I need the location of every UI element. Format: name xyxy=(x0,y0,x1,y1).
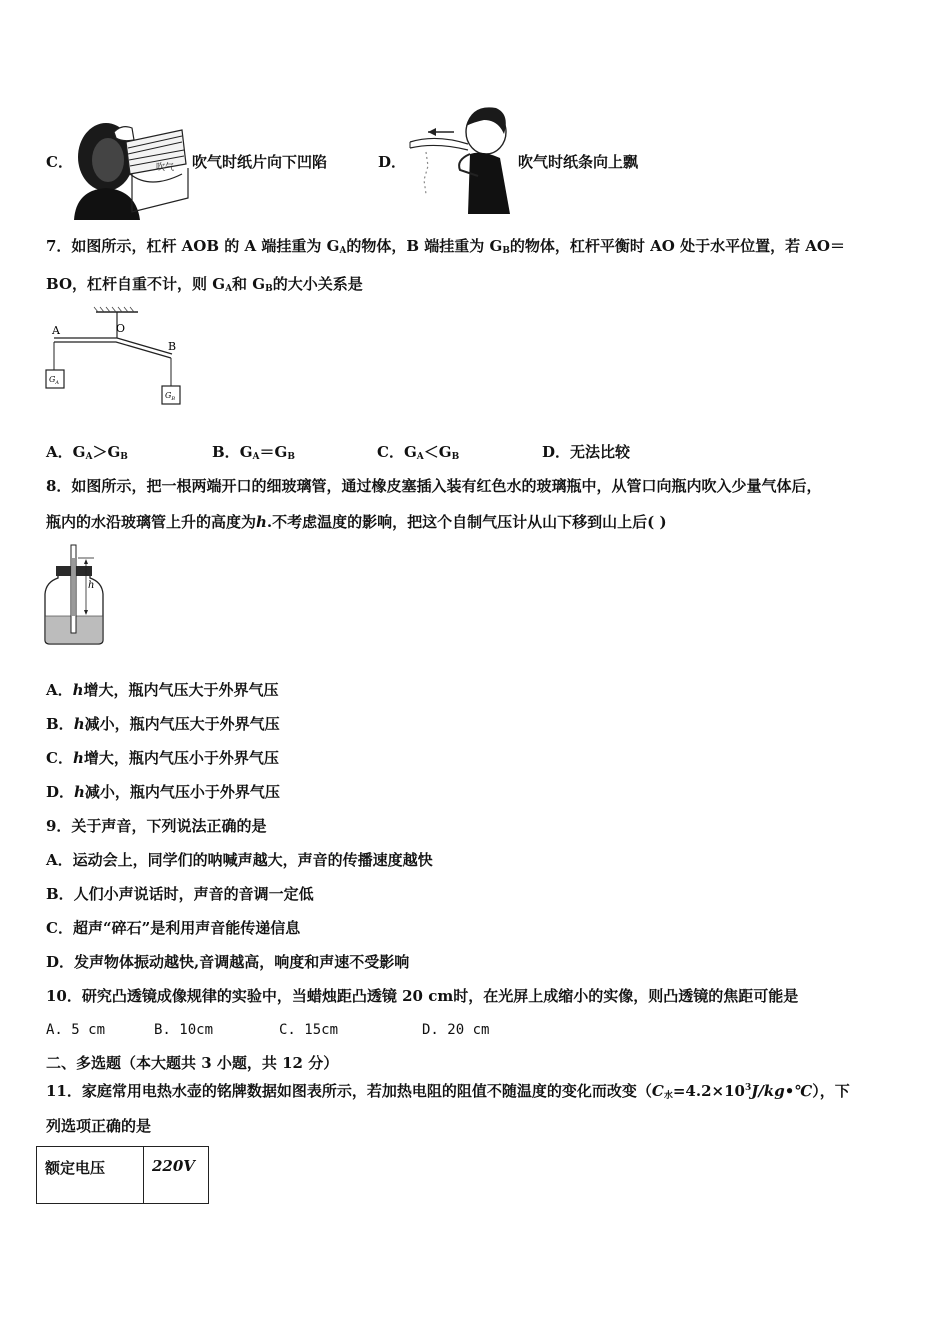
spec-value-cell: 220V xyxy=(144,1147,209,1204)
section-heading: 二、多选题（本大题共 3 小题，共 12 分） xyxy=(46,1054,339,1072)
q9-option-d: D．发声物体振动越快,音调越高，响度和声速不受影响 xyxy=(46,953,410,971)
q7-label-b: B xyxy=(168,340,177,353)
q10-option-d: D. 20 cm xyxy=(422,1022,490,1038)
q6-option-d-figure xyxy=(404,102,518,214)
q8-option-b: B．h减小，瓶内气压大于外界气压 xyxy=(46,715,280,733)
table-row xyxy=(37,1147,209,1204)
q8-stem-line2: 瓶内的水沿玻璃管上升的高度为h.不考虑温度的影响，把这个自制气压计从山下移到山上后( ) xyxy=(46,513,667,531)
q8-option-d: D．h减小，瓶内气压小于外界气压 xyxy=(46,783,280,801)
q8-barometer-figure xyxy=(42,544,104,646)
q7-option-c: C．$G_A<G_B$ xyxy=(377,443,460,462)
q11-stem-line1: 11．家庭常用电热水壶的铭牌数据如图表所示，若加热电阻的阻值不随温度的变化而改变$(C_水=4.2\times 10^3J/kg•℃)$，下 xyxy=(46,1082,850,1101)
q7-stem-line1: 7．如图所示，杠杆 AOB 的 A 端挂重为 $G_A$的物体，B 端挂重为 $G_B$的物体，杠杆平衡时 AO 处于水平位置，若 AO＝ xyxy=(46,237,845,256)
q9-option-b: B．人们小声说话时，声音的音调一定低 xyxy=(46,885,314,903)
q7-label-o: O xyxy=(116,322,126,335)
q6-option-c-figure-label: 吹气 xyxy=(156,163,175,173)
q7-option-b: B．$G_A=G_B$ xyxy=(212,443,295,462)
q10-stem: 10．研究凸透镜成像规律的实验中，当蜡烛距凸透镜 20 cm时，在光屏上成缩小的实像，则凸透镜的焦距可能是 xyxy=(46,987,799,1005)
q6-option-c-letter: C． xyxy=(46,153,73,171)
q7-weight-a: G xyxy=(49,375,56,384)
q7-stem-line2: BO，杠杆自重不计，则 $G_A$和 $G_B$的大小关系是 xyxy=(46,275,363,294)
q9-stem: 9．关于声音，下列说法正确的是 xyxy=(46,817,267,835)
spec-label-cell: 额定电压 xyxy=(37,1147,144,1204)
q10-option-b: B. 10cm xyxy=(154,1022,214,1038)
q9-option-a: A．运动会上，同学们的呐喊声越大，声音的传播速度越快 xyxy=(46,851,433,869)
q11-stem-line2: 列选项正确的是 xyxy=(46,1117,152,1135)
q7-option-a: A．$G_A>G_B$ xyxy=(46,443,128,462)
q8-stem-line1: 8．如图所示，把一根两端开口的细玻璃管，通过橡皮塞插入装有红色水的玻璃瓶中，从管口向瓶内吹入少量气体后， xyxy=(46,477,822,495)
q7-label-a: A xyxy=(52,324,60,337)
q6-option-d-letter: D． xyxy=(378,153,407,171)
q8-option-a: A．h增大，瓶内气压大于外界气压 xyxy=(46,681,279,699)
q7-lever-figure xyxy=(44,304,186,412)
q10-option-a: A. 5 cm xyxy=(46,1022,106,1038)
q8-option-c: C．h增大，瓶内气压小于外界气压 xyxy=(46,749,279,767)
q7-weight-a-sub: A xyxy=(55,380,60,386)
q7-weight-b-sub: B xyxy=(171,396,176,402)
q8-figure-h: h xyxy=(88,580,95,591)
q11-spec-table xyxy=(36,1146,209,1204)
q6-option-d-text: 吹气时纸条向上飘 xyxy=(518,153,639,171)
q6-option-c-figure xyxy=(70,112,188,220)
q9-option-c: C．超声“碎石”是利用声音能传递信息 xyxy=(46,919,301,937)
q10-option-c: C. 15cm xyxy=(279,1022,339,1038)
q7-weight-b: G xyxy=(165,391,172,400)
q6-option-c-text: 吹气时纸片向下凹陷 xyxy=(192,153,328,171)
q7-option-d: D．无法比较 xyxy=(542,443,631,461)
